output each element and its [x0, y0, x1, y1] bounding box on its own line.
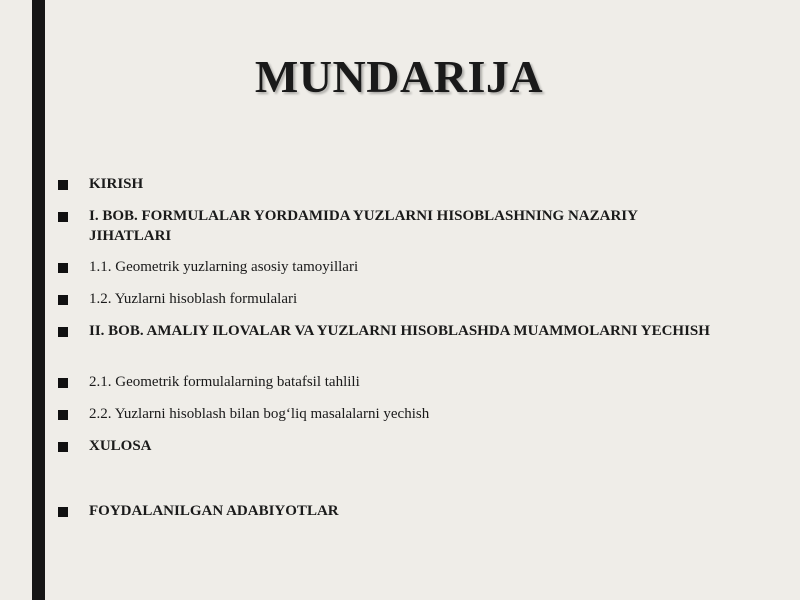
toc-item-label: XULOSA — [89, 438, 152, 454]
toc-item-xulosa — [58, 436, 718, 456]
toc-item-label: 2.2. Yuzlarni hisoblash bilan bog‘liq masalalarni yechish — [89, 406, 430, 422]
toc-item-section-2-1 — [58, 372, 718, 392]
square-bullet-icon — [58, 507, 68, 517]
square-bullet-icon — [58, 378, 68, 388]
square-bullet-icon — [58, 442, 68, 452]
toc-item-section-1-2 — [58, 289, 718, 309]
toc-item-label: KIRISH — [89, 176, 144, 192]
page-title-text: MUNDARIJA — [254, 51, 544, 102]
square-bullet-icon — [58, 327, 68, 337]
toc-item-references — [58, 501, 718, 521]
toc-item-label: I. BOB. FORMULALAR YORDAMIDA YUZLARNI HISOBLASHNING NAZARIY JIHATLARI — [89, 208, 638, 244]
toc-item-label: 1.2. Yuzlarni hisoblash formulalari — [89, 291, 298, 307]
toc-item-label: FOYDALANILGAN ADABIYOTLAR — [89, 503, 339, 519]
square-bullet-icon — [58, 263, 68, 273]
toc-item-chapter-2 — [58, 321, 718, 341]
square-bullet-icon — [58, 180, 68, 190]
toc-item-label: II. BOB. AMALIY ILOVALAR VA YUZLARNI HISOBLASHDA MUAMMOLARNI YECHISH — [89, 323, 710, 339]
toc-item-section-1-1 — [58, 257, 718, 277]
toc-item-label: 1.1. Geometrik yuzlarning asosiy tamoyillari — [89, 259, 359, 275]
square-bullet-icon — [58, 212, 68, 222]
toc-item-kirish — [58, 174, 718, 194]
toc-item-chapter-1 — [58, 206, 718, 246]
toc-item-label: 2.1. Geometrik formulalarning batafsil tahlili — [89, 374, 360, 390]
toc-item-section-2-2 — [58, 404, 718, 424]
square-bullet-icon — [58, 295, 68, 305]
square-bullet-icon — [58, 410, 68, 420]
